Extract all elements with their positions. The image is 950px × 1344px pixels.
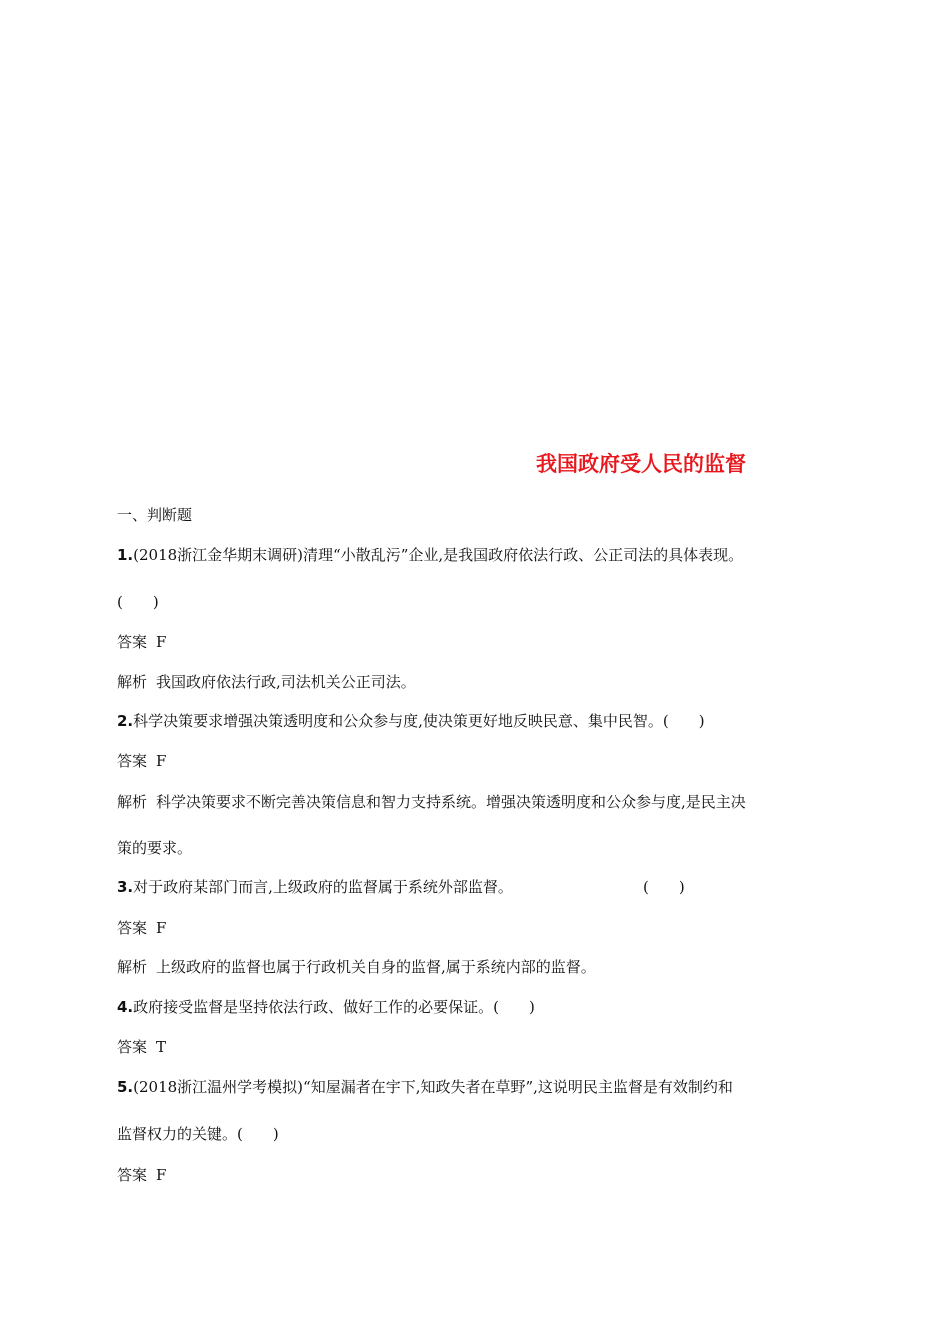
answer-1 [117,632,166,652]
analysis-label: 解析 [117,793,148,811]
question-5 [117,1077,733,1097]
question-2 [117,711,705,731]
question-3 [117,877,513,897]
analysis-2-cont: 策的要求。 [117,839,193,857]
analysis-1 [117,672,416,692]
answer-label: 答案 [117,633,148,651]
question-4 [117,997,535,1017]
answer-value: F [156,919,167,937]
question-number: 5. [117,1078,134,1096]
answer-label: 答案 [117,919,148,937]
answer-4 [117,1037,166,1057]
analysis-label: 解析 [117,958,148,976]
question-1 [117,545,743,565]
question-text: 科学决策要求增强决策透明度和公众参与度,使决策更好地反映民意、集中民智。( ) [133,712,705,730]
question-number: 1. [117,546,134,564]
answer-value: F [156,633,167,651]
question-5-cont: 监督权力的关键。( ) [117,1125,279,1143]
answer-value: F [156,1166,167,1184]
question-number: 3. [117,878,134,896]
answer-label: 答案 [117,1038,148,1056]
analysis-label: 解析 [117,673,148,691]
question-number: 2. [117,712,134,730]
answer-2 [117,751,166,771]
question-number: 4. [117,998,134,1016]
question-text: (2018浙江温州学考模拟)“知屋漏者在宇下,知政失者在草野”,这说明民主监督是有效制约和 [133,1078,733,1096]
analysis-text: 上级政府的监督也属于行政机关自身的监督,属于系统内部的监督。 [156,958,596,976]
answer-value: T [156,1038,167,1056]
analysis-text: 我国政府依法行政,司法机关公正司法。 [156,673,416,691]
question-1-paren: ( ) [117,593,159,611]
section-heading: 一、判断题 [117,506,193,524]
answer-value: F [156,752,167,770]
analysis-text: 科学决策要求不断完善决策信息和智力支持系统。增强决策透明度和公众参与度,是民主决 [156,793,746,811]
answer-3 [117,918,166,938]
answer-5 [117,1165,166,1185]
question-text: 政府接受监督是坚持依法行政、做好工作的必要保证。( ) [133,998,535,1016]
answer-label: 答案 [117,752,148,770]
analysis-2 [117,792,746,812]
answer-label: 答案 [117,1166,148,1184]
question-text: 对于政府某部门而言,上级政府的监督属于系统外部监督。 [133,878,513,896]
analysis-3 [117,957,596,977]
question-text: (2018浙江金华期末调研)清理“小散乱污”企业,是我国政府依法行政、公正司法的具体表现。 [133,546,744,564]
page-title: 我国政府受人民的监督 [536,452,746,476]
question-3-paren: ( ) [643,878,685,896]
